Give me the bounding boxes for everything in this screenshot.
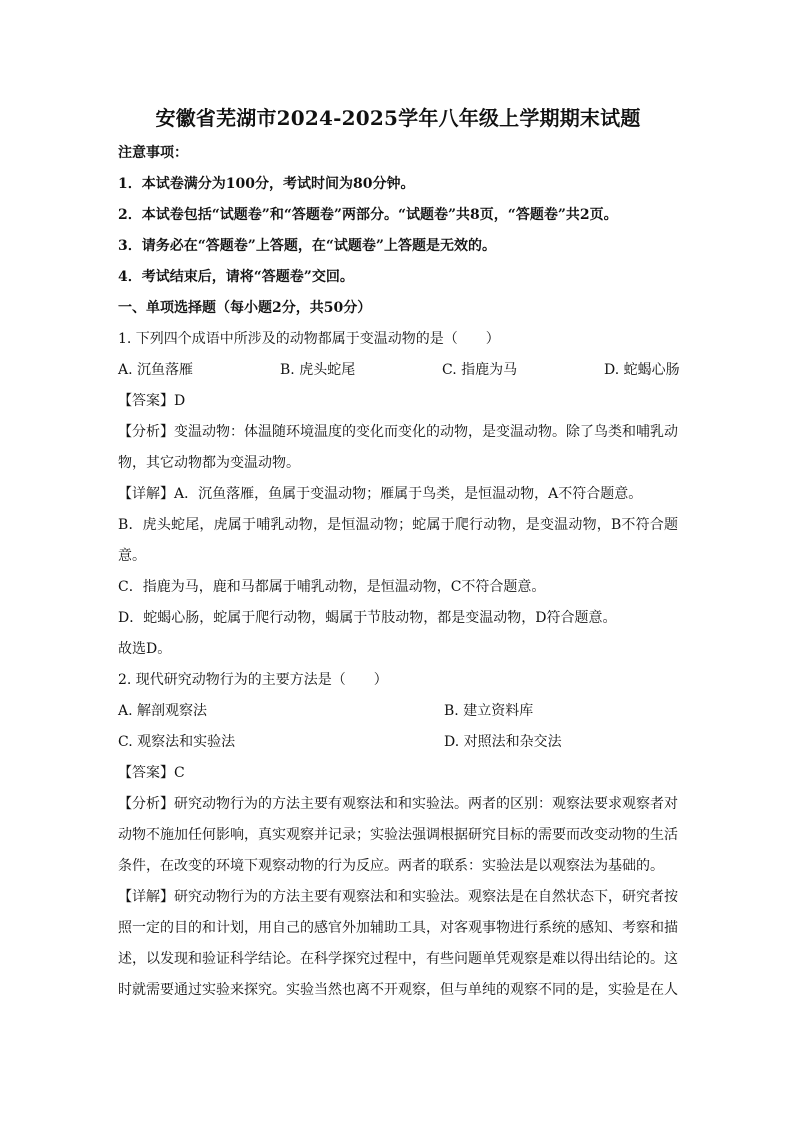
q2-option-d: D. 对照法和杂交法 xyxy=(444,734,562,750)
question-2-options-row-1 xyxy=(118,696,678,727)
note-item-4: 4．考试结束后，请将“答题卷”交回。 xyxy=(118,269,354,285)
note-item-1: 1．本试卷满分为100分，考试时间为80分钟。 xyxy=(118,176,415,192)
question-2-detail: 【详解】研究动物行为的方法主要有观察法和和实验法。观察法是在自然状态下，研究者按照一定的目的和计划，用自己的感官外加辅助工具，对客观事物进行系统的感知、考察和描述，以发现和验证科学结论。在科学探究过程中，有些问题单凭观察是难以得出结论的。这时就需要通过实验来探究。实验当然也离不开观察，但与单纯的观察不同的是，实验是在人 xyxy=(118,889,678,998)
notes-heading: 注意事项： xyxy=(118,145,188,161)
question-1-detail-2: B．虎头蛇尾，虎属于哺乳动物，是恒温动物；蛇属于爬行动物，是变温动物，B不符合题意。 xyxy=(118,517,678,564)
note-item-2: 2．本试卷包括“试题卷”和“答题卷”两部分。“试题卷”共8页，“答题卷”共2页。 xyxy=(118,207,618,223)
question-1-options xyxy=(118,355,678,386)
document-content xyxy=(118,104,678,1006)
q2-option-a: A. 解剖观察法 xyxy=(118,703,208,719)
question-1-conclusion: 故选D。 xyxy=(118,641,172,657)
note-item-3: 3．请务必在“答题卷”上答题，在“试题卷”上答题是无效的。 xyxy=(118,238,496,254)
q2-option-b: B. 建立资料库 xyxy=(444,703,534,719)
question-2-analysis: 【分析】研究动物行为的方法主要有观察法和和实验法。两者的区别：观察法要求观察者对动物不施加任何影响，真实观察并记录；实验法强调根据研究目标的需要而改变动物的生活条件，在改变的环境下观察动物的行为反应。两者的联系：实验法是以观察法为基础的。 xyxy=(118,796,678,874)
question-1-detail-1: 【详解】A．沉鱼落雁，鱼属于变温动物；雁属于鸟类，是恒温动物，A不符合题意。 xyxy=(118,486,643,502)
question-2-options-row-2 xyxy=(118,727,678,758)
document-title: 安徽省芜湖市2024-2025学年八年级上学期期末试题 xyxy=(155,106,641,130)
q2-option-c: C. 观察法和实验法 xyxy=(118,734,236,750)
q1-option-c: C. 指鹿为马 xyxy=(442,362,518,378)
question-1-detail-3: C．指鹿为马，鹿和马都属于哺乳动物，是恒温动物，C不符合题意。 xyxy=(118,579,546,595)
question-2-stem: 2. 现代研究动物行为的主要方法是（ ） xyxy=(118,672,388,688)
q1-option-a: A. 沉鱼落雁 xyxy=(118,362,194,378)
question-1-analysis: 【分析】变温动物：体温随环境温度的变化而变化的动物，是变温动物。除了鸟类和哺乳动物，其它动物都为变温动物。 xyxy=(118,424,678,471)
question-2-answer: 【答案】C xyxy=(118,765,185,781)
question-1-detail-4: D．蛇蝎心肠，蛇属于爬行动物，蝎属于节肢动物，都是变温动物，D符合题意。 xyxy=(118,610,617,626)
question-1-answer: 【答案】D xyxy=(118,393,186,409)
q1-option-b: B. 虎头蛇尾 xyxy=(280,362,356,378)
q1-option-d: D. 蛇蝎心肠 xyxy=(604,362,680,378)
section-heading: 一、单项选择题（每小题2分，共50分） xyxy=(118,300,372,316)
question-1-stem: 1. 下列四个成语中所涉及的动物都属于变温动物的是（ ） xyxy=(118,331,500,347)
